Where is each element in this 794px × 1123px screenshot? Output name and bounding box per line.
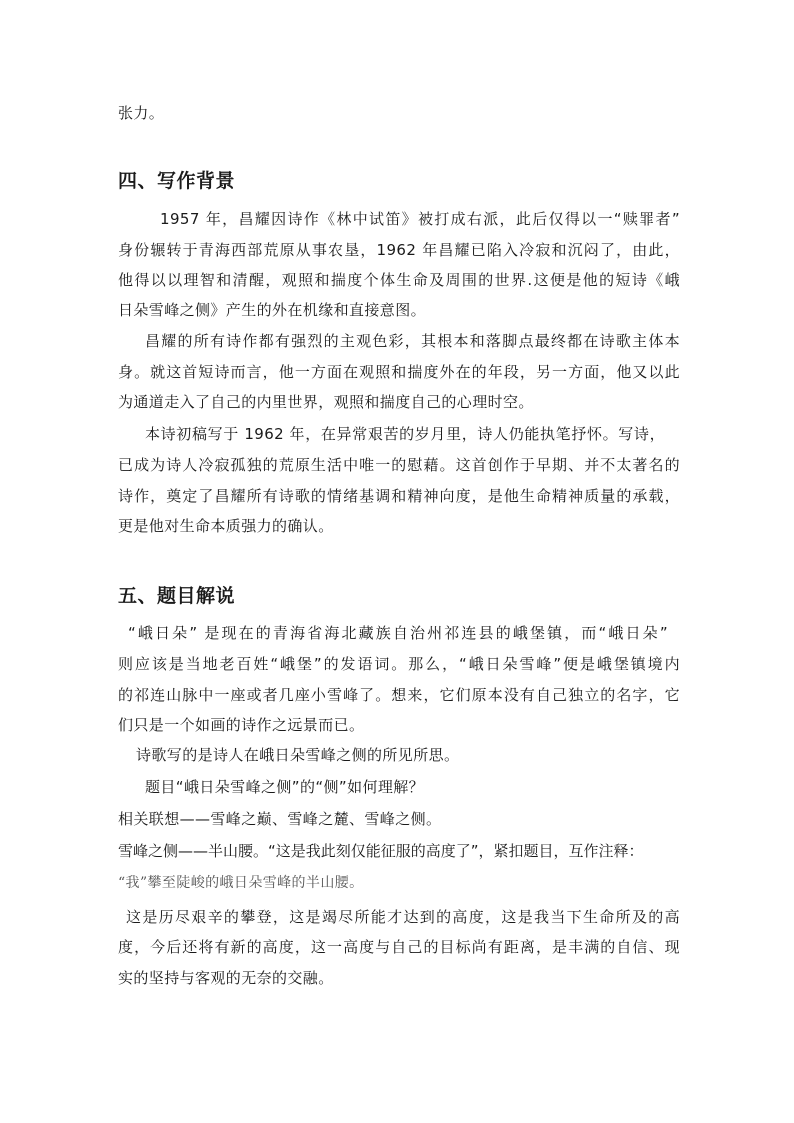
paragraph-line: “峨日朵” 是现在的青海省海北藏族自治州祁连县的峨堡镇，而“峨日朵” [128,624,668,642]
question-line: 题目“峨日朵雪峰之侧”的“侧”如何理解？ [145,778,425,796]
paragraph-line: 雪峰之侧——半山腰。“这是我此刻仅能征服的高度了”，紧扣题目，互作注释： [118,842,644,860]
paragraph-line: 已成为诗人冷寂孤独的荒原生活中唯一的慰藉。这首创作于早期、并不太著名的 [118,456,680,474]
paragraph-line: 则应该是当地老百姓“峨堡”的发语词。那么，“峨日朵雪峰”便是峨堡镇境内 [118,655,680,673]
paragraph-line: 诗作，奠定了昌耀所有诗歌的情绪基调和精神向度，是他生命精神质量的承载， [118,487,680,505]
paragraph-line: 身份辗转于青海西部荒原从事农垦，1962 年昌耀已陷入冷寂和沉闷了，由此， [118,241,680,259]
section-heading-title-explanation: 五、题目解说 [118,585,236,607]
paragraph-line: 日朵雪峰之侧》产生的外在机缘和直接意图。 [118,301,427,319]
paragraph-line: 本诗初稿写于 1962 年，在异常艰苦的岁月里，诗人仍能执笔抒怀。写诗， [145,425,665,443]
paragraph-line: 他得以以理智和清醒，观照和揣度个体生命及周围的世界.这便是他的短诗《峨 [118,271,680,289]
paragraph-line: 这是历尽艰辛的攀登，这是竭尽所能才达到的高度，这是我当下生命所及的高 [126,908,680,926]
previous-paragraph-tail: 张力。 [118,104,165,122]
section-heading-writing-background: 四、写作背景 [118,170,236,192]
paragraph-line: 更是他对生命本质强力的确认。 [118,517,334,535]
paragraph-line: 实的坚持与客观的无奈的交融。 [118,969,334,987]
paragraph-line: 的祁连山脉中一座或者几座小雪峰了。想来，它们原本没有自己独立的名字，它 [118,686,680,704]
annotation-line: “我”攀至陡峻的峨日朵雪峰的半山腰。 [118,875,364,891]
paragraph-line: 1957 年，昌耀因诗作《林中试笛》被打成右派，此后仅得以一“赎罪者” [160,210,680,228]
paragraph-line: 诗歌写的是诗人在峨日朵雪峰之侧的所见所思。 [136,746,460,764]
paragraph-line: 相关联想——雪峰之巅、雪峰之麓、雪峰之侧。 [118,810,442,828]
paragraph-line: 为通道走入了自己的内里世界，观照和揣度自己的心理时空。 [118,393,534,411]
paragraph-line: 度，今后还将有新的高度，这一高度与自己的目标尚有距离，是丰满的自信、现 [118,938,680,956]
paragraph-line: 们只是一个如画的诗作之远景而已。 [118,716,365,734]
paragraph-line: 身。就这首短诗而言，他一方面在观照和揣度外在的年段，另一方面，他又以此 [118,363,680,381]
paragraph-line: 昌耀的所有诗作都有强烈的主观色彩，其根本和落脚点最终都在诗歌主体本 [145,332,680,350]
